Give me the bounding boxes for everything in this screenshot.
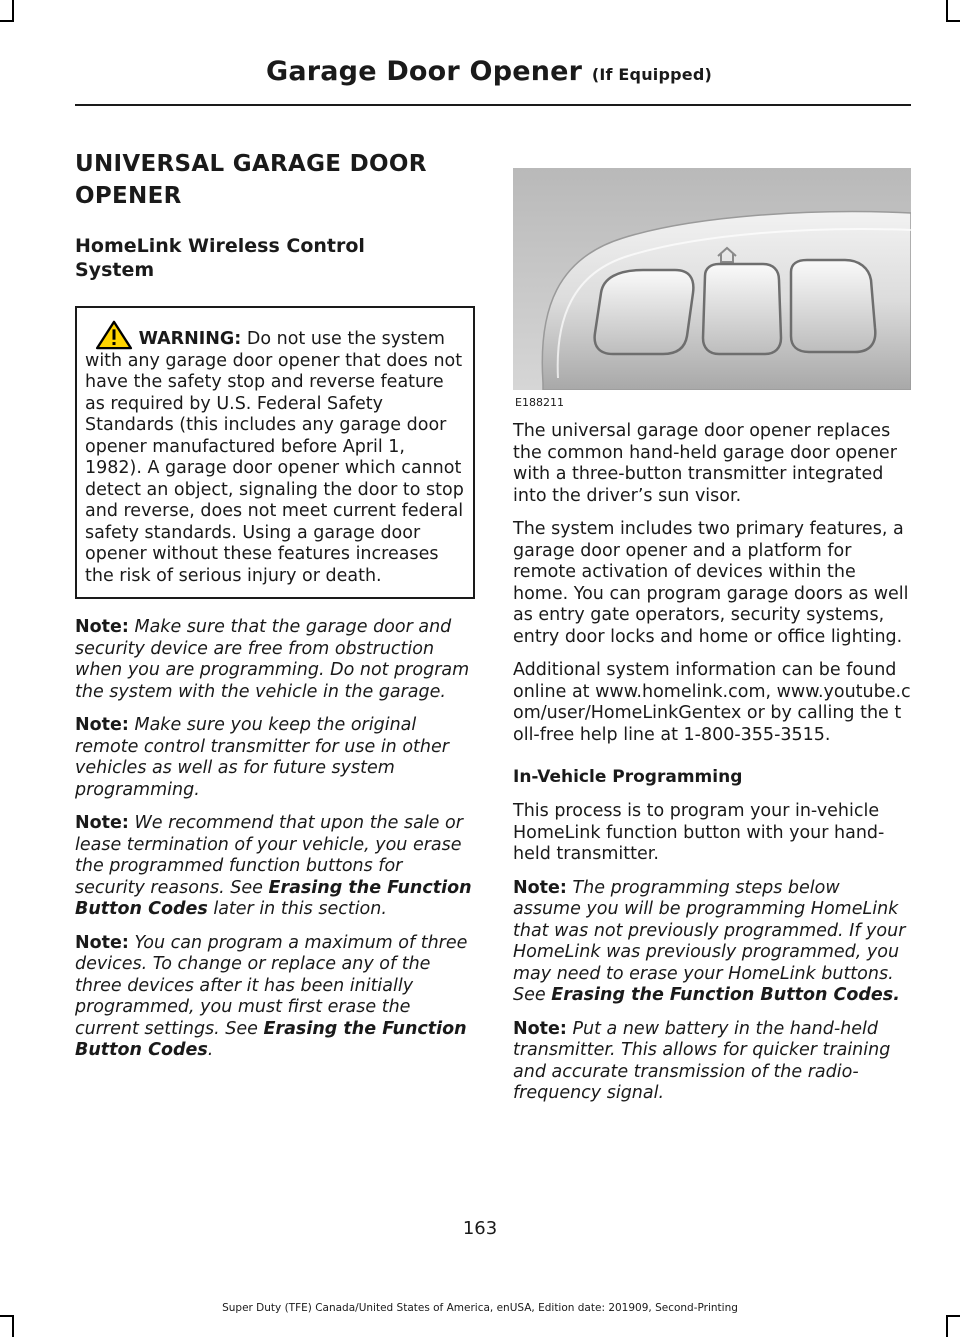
note-text-after: later in this section. [207, 899, 387, 919]
homelink-button-1 [595, 270, 694, 354]
crop-mark [0, 1315, 14, 1317]
note-paragraph [75, 933, 475, 1062]
homelink-button-3 [791, 260, 875, 352]
cross-reference-link[interactable]: Erasing the Function Button Codes. [551, 985, 900, 1005]
warning-box [75, 306, 475, 599]
note-label: Note: [75, 813, 129, 833]
crop-mark [946, 20, 960, 22]
crop-mark [946, 1315, 960, 1317]
section-heading [75, 148, 475, 212]
note-text: You can program a maximum of three devices. To change or replace any of the three devices after it has been initially programmed, you must first erase the current settings. See [75, 932, 468, 1039]
note-paragraph [513, 1019, 911, 1105]
note-text: The programming steps below assume you will be programming HomeLink that was not previously programmed. If your HomeLink was previously programmed, you may need to erase your HomeLink buttons. See [513, 877, 906, 1005]
cross-reference-link[interactable]: Erasing the Function Button Codes [75, 877, 472, 919]
homelink-panel-image [513, 168, 911, 390]
header-title-suffix: (If Equipped) [591, 65, 712, 84]
left-column [75, 148, 475, 1074]
note-paragraph [75, 813, 475, 921]
note-paragraph [75, 715, 475, 801]
note-label: Note: [513, 1018, 567, 1039]
note-paragraph [513, 878, 911, 1007]
note-text: Make sure you keep the original remote control transmitter for use in other vehicles as well as for future system programming. [75, 715, 449, 800]
note-text: We recommend that upon the sale or lease termination of your vehicle, you erase the programmed function buttons for security reasons. See [75, 813, 463, 898]
homelink-buttons-figure [513, 168, 911, 390]
crop-mark [0, 20, 14, 22]
warning-text: Do not use the system with any garage door opener that does not have the safety stop and reverse feature as required by U.S. Federal Safety Standards (this includes any garage door opener manufactured before April 1, 1982). A garage door opener which cannot detect an object, signaling the door to stop and reverse, does not meet current federal safety standards. Using a garage door opener without these features increases the risk of serious injury or death. [85, 329, 464, 586]
note-label: Note: [75, 617, 129, 637]
header-title-main: Garage Door Opener [265, 56, 583, 87]
body-paragraph: The universal garage door opener replaces the common hand-held garage door opener with a three-button transmitter integrated into the driver’s sun visor. [513, 421, 897, 506]
note-text: Make sure that the garage door and security device are free from obstruction when you are programming. Do not program the system with the vehicle in the garage. [75, 617, 470, 702]
edition-footer: Super Duty (TFE) Canada/United States of America, enUSA, Edition date: 201909, Second-Printing [222, 1302, 738, 1314]
homelink-button-2 [703, 264, 781, 354]
cross-reference-link[interactable]: Erasing the Function Button Codes [75, 1018, 467, 1060]
note-text-after: . [207, 1040, 214, 1060]
section-heading-line2: OPENER [75, 183, 182, 209]
body-paragraph: Additional system information can be found online at www.homelink.com, www.youtube.com/user/HomeLinkGentex or by calling the toll-free help line at 1-800-355-3515. [513, 660, 911, 745]
warning-triangle-icon [95, 320, 133, 350]
body-paragraph: This process is to program your in-vehicle HomeLink function button with your hand-held transmitter. [513, 801, 885, 864]
crop-mark [946, 0, 948, 22]
note-label: Note: [513, 877, 567, 898]
crop-mark [12, 1315, 14, 1337]
warning-label: WARNING: [138, 329, 242, 349]
crop-mark [946, 1315, 948, 1337]
crop-mark [12, 0, 14, 22]
note-text: Put a new battery in the hand-held transmitter. This allows for quicker training and accurate transmission of the radio-frequency signal. [513, 1018, 891, 1103]
note-label: Note: [75, 932, 129, 953]
figure-code: E188211 [515, 396, 564, 409]
page-header-title [266, 56, 712, 87]
note-label: Note: [75, 715, 129, 735]
section-heading-line1: UNIVERSAL GARAGE DOOR [75, 151, 427, 177]
page-number: 163 [462, 1218, 498, 1239]
subsection-heading: In-Vehicle Programming [513, 767, 743, 787]
subsection-heading: HomeLink Wireless Control System [75, 235, 365, 281]
body-paragraph: The system includes two primary features, a garage door opener and a platform for remote activation of devices within the home. You can program garage doors as well as entry gate operators, security systems, entry door locks and home or office lighting. [513, 519, 909, 647]
note-paragraph [75, 617, 475, 703]
right-column [513, 168, 911, 1117]
header-divider [75, 104, 911, 106]
